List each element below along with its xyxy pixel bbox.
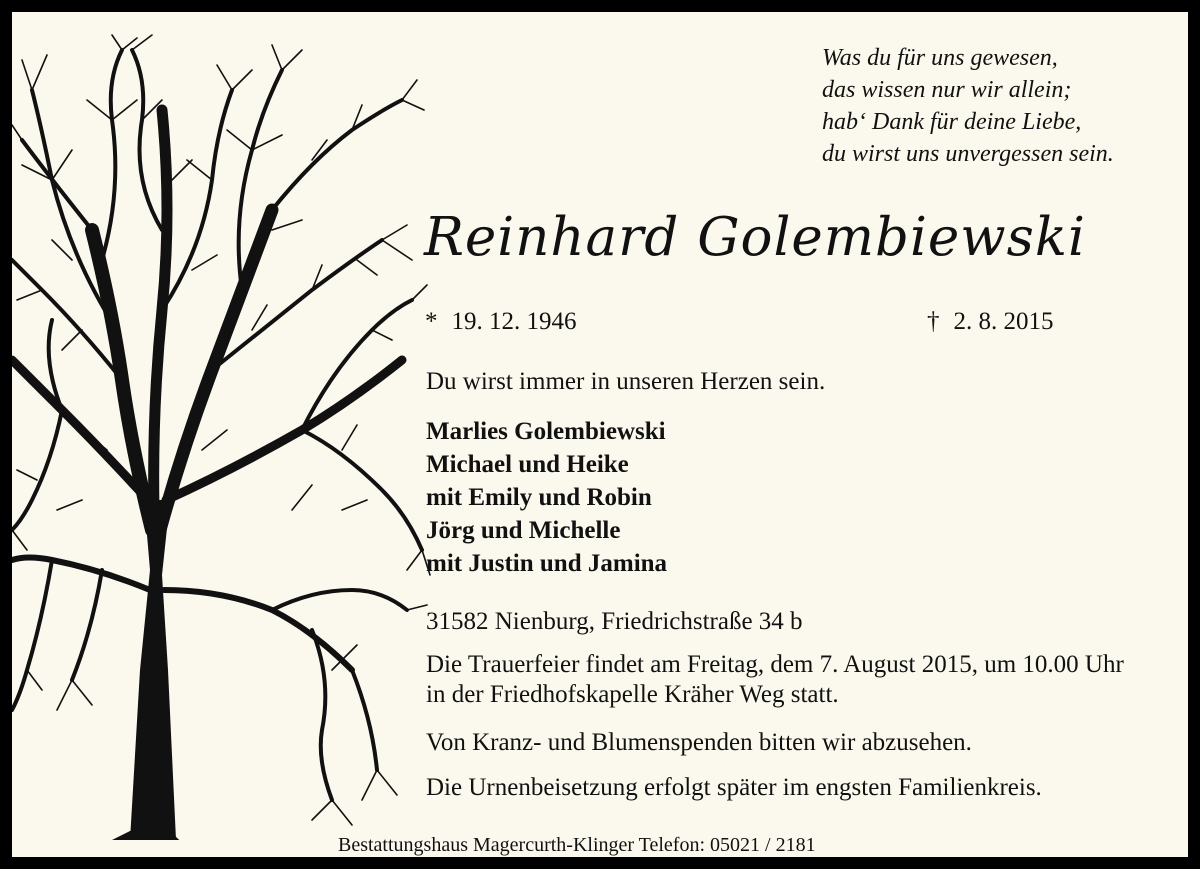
address: 31582 Nienburg, Friedrichstraße 34 b: [426, 608, 803, 635]
mourners-list: [426, 415, 667, 580]
mourner-line: Michael und Heike: [426, 451, 629, 478]
urn-note: Die Urnenbeisetzung erfolgt später im engsten Familienkreis.: [426, 774, 1042, 801]
death-date: [927, 308, 1054, 336]
ceremony-line: in der Friedhofskapelle Kräher Weg statt.: [426, 681, 839, 708]
birth-date: [425, 308, 577, 336]
deceased-name: Reinhard Golembiewski: [424, 207, 1086, 268]
poem: [822, 42, 1114, 170]
birth-symbol: *: [425, 308, 438, 335]
death-symbol: †: [927, 308, 940, 335]
poem-line: Was du für uns gewesen,: [822, 45, 1058, 71]
mourner-line: mit Justin und Jamina: [426, 550, 668, 577]
ceremony-info: [426, 650, 1124, 710]
funeral-home-footer: Bestattungshaus Magercurth-Klinger Telefon: 05021 / 2181: [338, 834, 816, 856]
birth-date-value: 19. 12. 1946: [451, 308, 577, 335]
death-date-value: 2. 8. 2015: [953, 308, 1054, 335]
poem-line: das wissen nur wir allein;: [822, 77, 1072, 103]
mourner-line: Jörg und Michelle: [426, 517, 621, 544]
mourner-line: Marlies Golembiewski: [426, 418, 666, 445]
poem-line: hab‘ Dank für deine Liebe,: [822, 109, 1082, 135]
poem-line: du wirst uns unvergessen sein.: [822, 141, 1114, 167]
ceremony-line: Die Trauerfeier findet am Freitag, dem 7. August 2015, um 10.00 Uhr: [426, 651, 1124, 678]
obituary-card: [12, 12, 1188, 857]
mourner-line: mit Emily und Robin: [426, 484, 652, 511]
flowers-note: Von Kranz- und Blumenspenden bitten wir abzusehen.: [426, 729, 972, 756]
tree-illustration: [12, 30, 432, 840]
motto: Du wirst immer in unseren Herzen sein.: [426, 368, 826, 395]
